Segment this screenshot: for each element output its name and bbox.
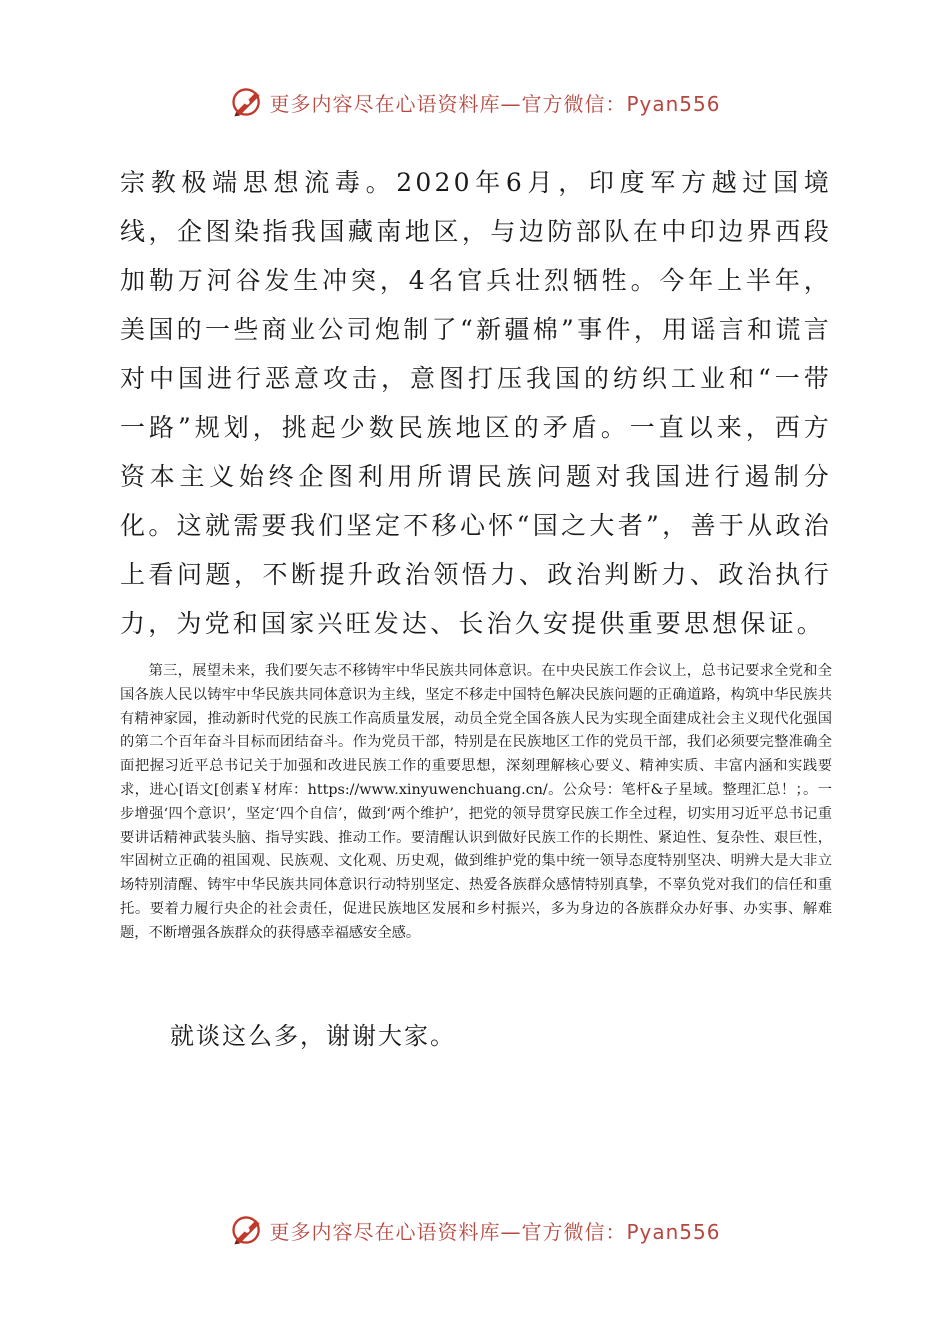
header-banner — [0, 82, 950, 122]
document-body — [120, 158, 832, 648]
paragraph-small: 第三，展望未来，我们要矢志不移铸牢中华民族共同体意识。在中央民族工作会议上，总书记要求全党和全国各族人民以铸牢中华民族共同体意识为主线，坚定不移走中国特色解决民族问题的正确道路，构筑中华民族共有精神家园，推动新时代党的民族工作高质量发展，动员全党全国各族人民为实现全面建成社会主义现代化强国的第二个百年奋斗目标而团结奋斗。作为党员干部，特别是在民族地区工作的党员干部，我们必须要完整准确全面把握习近平总书记关于加强和改进民族工作的重要思想，深刻理解核心要义、精神实质、丰富内涵和实践要求，进心[语文[创素￥材库：https://www.xinyuwenchuang.cn/。公众号：笔杆&子星域。整理汇总！；。一步增强‘四个意识’，坚定‘四个自信’，做到‘两个维护’，把党的领导贯穿民族工作全过程，切实用习近平总书记重要讲话精神武装头脑、指导实践、推动工作。要清醒认识到做好民族工作的长期性、紧迫性、复杂性、艰巨性，牢固树立正确的祖国观、民族观、文化观、历史观，做到维护党的集中统一领导态度特别坚决、明辨大是大非立场特别清醒、铸牢中华民族共同体意识行动特别坚定、热爱各族群众感情特别真挚，不辜负党对我们的信任和重托。要着力履行央企的社会责任，促进民族地区发展和乡村振兴，多为身边的各族群众办好事、办实事、解难题，不断增强各族群众的获得感幸福感安全感。 — [120, 663, 832, 941]
pen-logo-icon — [229, 84, 265, 120]
paragraph-large: 宗教极端思想流毒。2020年6月，印度军方越过国境线，企图染指我国藏南地区，与边防部队在中印边界西段加勒万河谷发生冲突，4名官兵壮烈牺牲。今年上半年，美国的一些商业公司炮制了“新疆棉”事件，用谣言和谎言对中国进行恶意攻击，意图打压我国的纺织工业和“一带一路”规划，挑起少数民族地区的矛盾。一直以来，西方资本主义始终企图利用所谓民族问题对我国进行遏制分化。这就需要我们坚定不移心怀“国之大者”，善于从政治上看问题，不断提升政治领悟力、政治判断力、政治执行力，为党和国家兴旺发达、长治久安提供重要思想保证。 — [120, 168, 832, 638]
banner-text: 更多内容尽在心语资料库—官方微信：Pyan556 — [269, 1219, 721, 1244]
banner-text: 更多内容尽在心语资料库—官方微信：Pyan556 — [269, 91, 721, 116]
pen-logo-icon — [229, 1212, 265, 1248]
footer-banner — [0, 1210, 950, 1250]
closing-line: 就谈这么多，谢谢大家。 — [170, 1022, 456, 1050]
